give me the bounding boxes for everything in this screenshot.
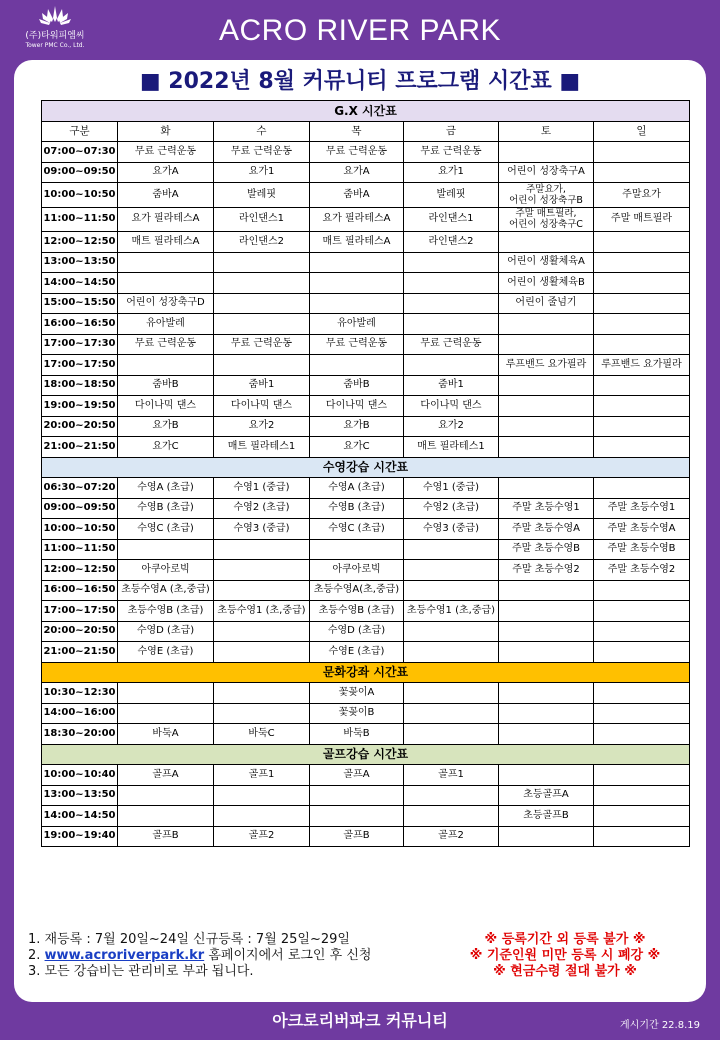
program-cell <box>404 806 499 827</box>
program-cell <box>118 273 214 294</box>
program-cell: 줌바B <box>118 375 214 396</box>
program-cell: 수영D (초급) <box>310 621 404 642</box>
program-cell: 무료 근력운동 <box>310 142 404 163</box>
program-cell: 요가2 <box>404 416 499 437</box>
program-cell: 골프1 <box>404 765 499 786</box>
program-cell <box>214 580 310 601</box>
program-cell: 골프A <box>310 765 404 786</box>
time-slot: 12:00~12:50 <box>42 232 118 253</box>
program-cell: 골프B <box>118 826 214 847</box>
program-cell: 줌바A <box>310 183 404 208</box>
program-cell: 주말 초등수영B <box>594 539 690 560</box>
program-cell <box>499 703 594 724</box>
program-cell: 바둑C <box>214 724 310 745</box>
time-slot: 15:00~15:50 <box>42 293 118 314</box>
program-cell <box>404 314 499 335</box>
program-cell: 요가B <box>310 416 404 437</box>
program-cell <box>118 806 214 827</box>
time-slot: 10:00~10:50 <box>42 519 118 540</box>
time-slot: 21:00~21:50 <box>42 437 118 458</box>
program-cell <box>214 703 310 724</box>
time-slot: 09:00~09:50 <box>42 498 118 519</box>
program-cell <box>499 765 594 786</box>
table-row <box>42 683 690 704</box>
table-row <box>42 806 690 827</box>
table-row <box>42 183 690 208</box>
program-cell <box>404 539 499 560</box>
program-cell: 아쿠아로빅 <box>310 560 404 581</box>
time-slot: 12:00~12:50 <box>42 560 118 581</box>
table-row <box>42 355 690 376</box>
program-cell: 무료 근력운동 <box>118 142 214 163</box>
table-row <box>42 396 690 417</box>
program-cell: 수영E (초급) <box>118 642 214 663</box>
time-slot: 16:00~16:50 <box>42 580 118 601</box>
time-slot: 19:00~19:40 <box>42 826 118 847</box>
program-cell: 초등수영A(초,중급) <box>310 580 404 601</box>
section-title-row <box>42 662 690 683</box>
program-cell <box>499 334 594 355</box>
program-cell <box>310 355 404 376</box>
program-cell: 다이나믹 댄스 <box>310 396 404 417</box>
program-cell: 초등수영B (초급) <box>118 601 214 622</box>
program-cell <box>594 375 690 396</box>
table-row <box>42 437 690 458</box>
program-cell <box>214 314 310 335</box>
warning-line: ※ 현금수령 절대 불가 ※ <box>493 964 637 979</box>
program-cell: 골프B <box>310 826 404 847</box>
program-cell <box>594 293 690 314</box>
section-title: 수영강습 시간표 <box>42 457 690 478</box>
program-cell: 매트 필라테스1 <box>404 437 499 458</box>
table-row <box>42 334 690 355</box>
table-row <box>42 560 690 581</box>
program-cell <box>404 621 499 642</box>
program-cell: 주말 초등수영B <box>499 539 594 560</box>
program-cell <box>404 560 499 581</box>
program-cell: 줌바B <box>310 375 404 396</box>
program-cell: 요가C <box>118 437 214 458</box>
program-cell: 요가A <box>118 162 214 183</box>
program-cell <box>404 724 499 745</box>
program-cell <box>499 375 594 396</box>
time-slot: 13:00~13:50 <box>42 252 118 273</box>
program-cell <box>310 273 404 294</box>
program-cell: 수영C (초급) <box>310 519 404 540</box>
program-cell: 초등골프B <box>499 806 594 827</box>
program-cell <box>499 580 594 601</box>
program-cell <box>499 416 594 437</box>
note-line-3: 3. 모든 강습비는 관리비로 부과 됩니다. <box>28 964 254 979</box>
program-cell: 수영D (초급) <box>118 621 214 642</box>
section-title-row <box>42 457 690 478</box>
program-cell <box>214 560 310 581</box>
table-row <box>42 162 690 183</box>
program-cell <box>404 252 499 273</box>
program-cell: 요가A <box>310 162 404 183</box>
table-row <box>42 703 690 724</box>
program-cell: 수영1 (중급) <box>214 478 310 499</box>
table-row <box>42 765 690 786</box>
program-cell: 라인댄스1 <box>214 207 310 232</box>
program-cell <box>594 396 690 417</box>
program-cell <box>594 232 690 253</box>
program-cell <box>214 642 310 663</box>
note-line-1: 1. 재등록 : 7월 20일~24일 신규등록 : 7월 25일~29일 <box>28 932 350 947</box>
program-cell <box>594 416 690 437</box>
program-cell: 무료 근력운동 <box>118 334 214 355</box>
time-slot: 10:00~10:40 <box>42 765 118 786</box>
posting-period: 게시기간 22.8.19 <box>620 1020 700 1031</box>
program-cell: 주말 초등수영2 <box>499 560 594 581</box>
column-header: 화 <box>118 121 214 142</box>
program-cell: 주말 매트필라 <box>594 207 690 232</box>
column-header: 수 <box>214 121 310 142</box>
table-row <box>42 519 690 540</box>
program-cell: 바둑B <box>310 724 404 745</box>
program-cell <box>404 785 499 806</box>
section-title: 골프강습 시간표 <box>42 744 690 765</box>
column-header: 토 <box>499 121 594 142</box>
time-slot: 16:00~16:50 <box>42 314 118 335</box>
program-cell: 꽃꽂이B <box>310 703 404 724</box>
program-cell: 주말 초등수영1 <box>499 498 594 519</box>
program-cell <box>404 273 499 294</box>
time-slot: 11:00~11:50 <box>42 207 118 232</box>
warning-line: ※ 등록기간 외 등록 불가 ※ <box>484 932 646 947</box>
program-cell: 수영3 (중급) <box>214 519 310 540</box>
website-link[interactable]: www.acroriverpark.kr <box>44 948 205 963</box>
time-slot: 18:30~20:00 <box>42 724 118 745</box>
program-cell <box>594 806 690 827</box>
table-row <box>42 621 690 642</box>
table-row <box>42 416 690 437</box>
program-cell <box>499 642 594 663</box>
program-cell <box>594 252 690 273</box>
program-cell: 요가1 <box>404 162 499 183</box>
program-cell: 라인댄스1 <box>404 207 499 232</box>
program-cell: 발레핏 <box>214 183 310 208</box>
program-cell: 초등골프A <box>499 785 594 806</box>
program-cell <box>594 580 690 601</box>
program-cell: 초등수영1 (초,중급) <box>214 601 310 622</box>
program-cell <box>594 437 690 458</box>
table-row <box>42 724 690 745</box>
program-cell: 다이나믹 댄스 <box>118 396 214 417</box>
program-cell: 아쿠아로빅 <box>118 560 214 581</box>
time-slot: 18:00~18:50 <box>42 375 118 396</box>
schedule-table <box>41 100 690 847</box>
program-cell: 다이나믹 댄스 <box>214 396 310 417</box>
program-cell <box>310 293 404 314</box>
program-cell: 수영B (초급) <box>118 498 214 519</box>
program-cell: 루프밴드 요가필라 <box>499 355 594 376</box>
program-cell <box>214 355 310 376</box>
program-cell <box>594 334 690 355</box>
program-cell <box>499 437 594 458</box>
program-cell <box>310 806 404 827</box>
program-cell <box>499 826 594 847</box>
table-row <box>42 601 690 622</box>
program-cell <box>118 683 214 704</box>
time-slot: 09:00~09:50 <box>42 162 118 183</box>
section-title-row <box>42 101 690 122</box>
program-cell <box>118 539 214 560</box>
program-cell: 요가2 <box>214 416 310 437</box>
warning-line: ※ 기준인원 미만 등록 시 폐강 ※ <box>469 948 661 963</box>
program-cell <box>310 785 404 806</box>
program-cell: 무료 근력운동 <box>404 334 499 355</box>
program-cell <box>404 703 499 724</box>
table-row <box>42 539 690 560</box>
table-row <box>42 252 690 273</box>
program-cell: 매트 필라테스A <box>118 232 214 253</box>
program-cell <box>499 683 594 704</box>
program-cell <box>214 683 310 704</box>
note-line-2-prefix: 2. <box>28 948 45 963</box>
time-slot: 06:30~07:20 <box>42 478 118 499</box>
program-cell <box>594 621 690 642</box>
program-cell <box>118 252 214 273</box>
program-cell: 주말 초등수영A <box>499 519 594 540</box>
section-title: G.X 시간표 <box>42 101 690 122</box>
program-cell: 꽃꽂이A <box>310 683 404 704</box>
program-cell: 요가B <box>118 416 214 437</box>
table-row <box>42 375 690 396</box>
header <box>0 0 720 60</box>
program-cell: 골프1 <box>214 765 310 786</box>
program-cell: 라인댄스2 <box>214 232 310 253</box>
table-row <box>42 498 690 519</box>
program-cell: 수영1 (중급) <box>404 478 499 499</box>
program-cell <box>118 703 214 724</box>
program-cell <box>404 642 499 663</box>
column-header: 목 <box>310 121 404 142</box>
registration-notes <box>28 932 448 980</box>
program-cell <box>594 826 690 847</box>
warning-notices <box>434 932 696 980</box>
program-cell: 어린이 줄넘기 <box>499 293 594 314</box>
program-cell <box>404 355 499 376</box>
program-cell <box>594 314 690 335</box>
program-cell <box>404 293 499 314</box>
program-cell: 요가 필라테스A <box>118 207 214 232</box>
schedule-card <box>14 60 706 1002</box>
program-cell: 주말 초등수영2 <box>594 560 690 581</box>
program-cell: 라인댄스2 <box>404 232 499 253</box>
program-cell <box>499 724 594 745</box>
program-cell: 수영C (초급) <box>118 519 214 540</box>
program-cell: 무료 근력운동 <box>214 334 310 355</box>
time-slot: 19:00~19:50 <box>42 396 118 417</box>
program-cell: 어린이 성장축구A <box>499 162 594 183</box>
logo-english-name: Tower PMC Co., Ltd. <box>25 42 85 49</box>
program-cell <box>594 683 690 704</box>
time-slot: 20:00~20:50 <box>42 621 118 642</box>
table-row <box>42 785 690 806</box>
program-cell: 주말요가 <box>594 183 690 208</box>
program-cell: 수영2 (초급) <box>214 498 310 519</box>
program-cell: 루프밴드 요가필라 <box>594 355 690 376</box>
program-cell: 매트 필라테스A <box>310 232 404 253</box>
program-cell <box>214 785 310 806</box>
program-cell: 어린이 성장축구D <box>118 293 214 314</box>
program-cell <box>310 539 404 560</box>
program-cell <box>499 142 594 163</box>
program-cell <box>404 580 499 601</box>
program-cell: 무료 근력운동 <box>310 334 404 355</box>
program-cell: 수영B (초급) <box>310 498 404 519</box>
program-cell <box>594 785 690 806</box>
program-cell: 수영A (초급) <box>310 478 404 499</box>
program-cell <box>594 273 690 294</box>
program-cell <box>214 252 310 273</box>
program-cell: 수영A (초급) <box>118 478 214 499</box>
time-slot: 07:00~07:30 <box>42 142 118 163</box>
program-cell: 주말 매트필라, 어린이 성장축구C <box>499 207 594 232</box>
program-cell: 줌바1 <box>214 375 310 396</box>
program-cell <box>499 232 594 253</box>
table-row <box>42 293 690 314</box>
time-slot: 20:00~20:50 <box>42 416 118 437</box>
table-row <box>42 642 690 663</box>
footer-community-name: 아크로리버파크 커뮤니티 <box>272 1011 448 1030</box>
time-slot: 17:00~17:30 <box>42 334 118 355</box>
program-cell: 요가1 <box>214 162 310 183</box>
note-line-2 <box>28 948 448 964</box>
page-title: ACRO RIVER PARK <box>219 14 501 47</box>
logo-korean-name: (주)타워피엠씨 <box>25 31 85 41</box>
program-cell: 다이나믹 댄스 <box>404 396 499 417</box>
program-cell: 어린이 생활체육A <box>499 252 594 273</box>
program-cell <box>594 162 690 183</box>
program-cell: 초등수영A (초,중급) <box>118 580 214 601</box>
column-header: 금 <box>404 121 499 142</box>
program-cell: 수영2 (초급) <box>404 498 499 519</box>
program-cell <box>310 252 404 273</box>
program-cell <box>499 314 594 335</box>
program-cell: 요가C <box>310 437 404 458</box>
note-line-2-suffix: 홈페이지에서 로그인 후 신청 <box>204 948 372 963</box>
program-cell: 골프2 <box>214 826 310 847</box>
time-slot: 13:00~13:50 <box>42 785 118 806</box>
program-cell: 무료 근력운동 <box>214 142 310 163</box>
table-row <box>42 273 690 294</box>
column-header: 구분 <box>42 121 118 142</box>
program-cell <box>594 142 690 163</box>
program-cell <box>118 785 214 806</box>
program-cell: 발레핏 <box>404 183 499 208</box>
time-slot: 10:30~12:30 <box>42 683 118 704</box>
table-row <box>42 142 690 163</box>
program-cell <box>404 683 499 704</box>
program-cell: 유아발레 <box>118 314 214 335</box>
program-cell: 골프2 <box>404 826 499 847</box>
program-cell: 줌바1 <box>404 375 499 396</box>
program-cell: 주말요가, 어린이 성장축구B <box>499 183 594 208</box>
table-row <box>42 580 690 601</box>
program-cell: 골프A <box>118 765 214 786</box>
program-cell <box>214 273 310 294</box>
program-cell <box>499 621 594 642</box>
schedule-subtitle: ■ 2022년 8월 커뮤니티 프로그램 시간표 ■ <box>139 69 581 94</box>
time-slot: 10:00~10:50 <box>42 183 118 208</box>
program-cell: 수영3 (중급) <box>404 519 499 540</box>
program-cell: 매트 필라테스1 <box>214 437 310 458</box>
program-cell <box>594 478 690 499</box>
time-slot: 21:00~21:50 <box>42 642 118 663</box>
program-cell <box>594 703 690 724</box>
program-cell <box>499 601 594 622</box>
table-row <box>42 826 690 847</box>
program-cell <box>499 478 594 499</box>
time-slot: 17:00~17:50 <box>42 601 118 622</box>
program-cell <box>594 765 690 786</box>
section-title-row <box>42 744 690 765</box>
program-cell <box>118 355 214 376</box>
program-cell: 주말 초등수영A <box>594 519 690 540</box>
program-cell: 유아발레 <box>310 314 404 335</box>
table-row <box>42 478 690 499</box>
time-slot: 14:00~16:00 <box>42 703 118 724</box>
program-cell: 어린이 생활체육B <box>499 273 594 294</box>
time-slot: 17:00~17:50 <box>42 355 118 376</box>
time-slot: 11:00~11:50 <box>42 539 118 560</box>
program-cell <box>594 724 690 745</box>
time-slot: 14:00~14:50 <box>42 273 118 294</box>
program-cell: 초등수영B (초급) <box>310 601 404 622</box>
time-slot: 14:00~14:50 <box>42 806 118 827</box>
program-cell: 주말 초등수영1 <box>594 498 690 519</box>
program-cell: 수영E (초급) <box>310 642 404 663</box>
table-row <box>42 232 690 253</box>
program-cell <box>214 806 310 827</box>
program-cell: 무료 근력운동 <box>404 142 499 163</box>
column-header: 일 <box>594 121 690 142</box>
program-cell <box>214 621 310 642</box>
program-cell <box>214 539 310 560</box>
program-cell: 바둑A <box>118 724 214 745</box>
program-cell <box>594 642 690 663</box>
program-cell <box>214 293 310 314</box>
program-cell: 줌바A <box>118 183 214 208</box>
table-row <box>42 207 690 232</box>
program-cell <box>499 396 594 417</box>
program-cell: 요가 필라테스A <box>310 207 404 232</box>
column-header-row <box>42 121 690 142</box>
section-title: 문화강좌 시간표 <box>42 662 690 683</box>
program-cell: 초등수영1 (초,중급) <box>404 601 499 622</box>
program-cell <box>594 601 690 622</box>
table-row <box>42 314 690 335</box>
